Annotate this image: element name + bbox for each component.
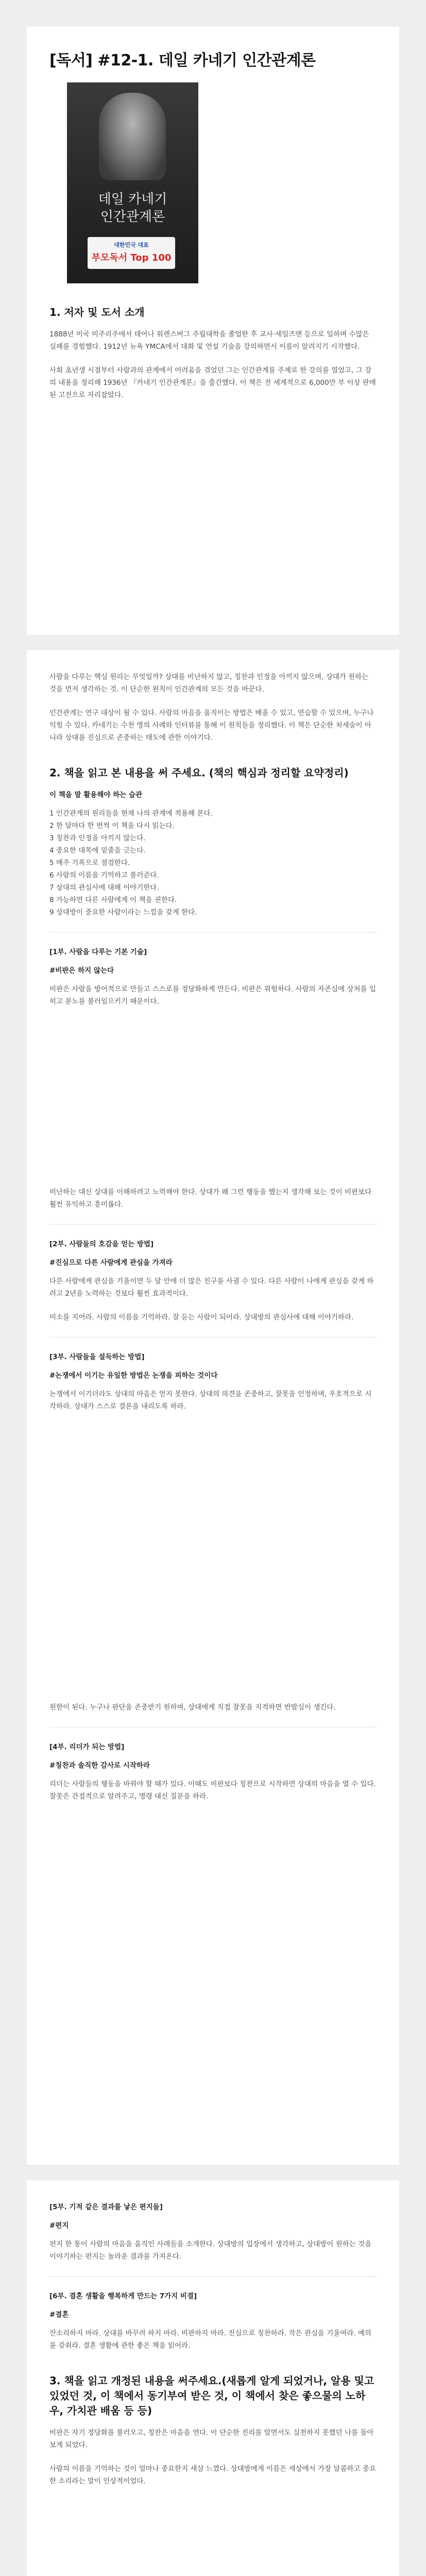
paragraph: 원한이 된다. 누구나 판단을 존중받기 원하며, 상대에게 직접 잘못을 지적하면 반발심이 생긴다. — [49, 1703, 336, 1711]
list-item: 3 칭찬과 인정을 아끼지 않는다. — [49, 834, 146, 842]
post-title: [독서] #12-1. 데일 카네기 인간관계론 — [49, 52, 316, 70]
paragraph: 1888년 미국 미주리주에서 태어나 워렌스버그 주립대학을 졸업한 후 교사·세일즈맨 등으로 일하며 수많은 실패를 경험했다. 1912년 뉴욕 YMCA에서 대화 및 연설 기술을 강의하면서 이름이 알려지기 시작했다. — [49, 330, 369, 351]
subheading: #진심으로 다른 사람에게 관심을 가져라 — [49, 1259, 173, 1267]
habit-list — [49, 807, 377, 919]
author-portrait — [99, 93, 166, 180]
subheading: #비판은 하지 않는다 — [49, 967, 114, 975]
content-card — [27, 1165, 399, 1681]
part-heading: [1부. 사람을 다루는 기본 기술] — [49, 948, 147, 956]
list-item: 4 중요한 대목에 밑줄을 긋는다. — [49, 846, 146, 855]
paragraph: 잔소리하지 마라. 상대를 바꾸려 하지 마라. 비판하지 마라. 진심으로 칭찬하라. 작은 관심을 기울여라. 예의를 갖춰라. 결혼 생활에 관한 좋은 책을 읽어라. — [49, 2329, 371, 2350]
content-card — [27, 2180, 399, 2576]
list-item: 1 인간관계의 원리들을 현재 나의 관계에 적용해 본다. — [49, 809, 213, 818]
paragraph: 비판은 자기 정당화를 불러오고, 칭찬은 마음을 연다. 이 단순한 진리를 알면서도 실천하지 못했던 나를 돌아보게 되었다. — [49, 2429, 374, 2449]
cover-badge: 대한민국 대표 부모독서 Top 100 — [88, 237, 175, 269]
paragraph: 다른 사람에게 관심을 기울이면 두 달 안에 더 많은 친구를 사귈 수 있다. 다른 사람이 나에게 관심을 갖게 하려고 2년을 노력하는 것보다 훨씬 효과적이다. — [49, 1277, 374, 1298]
subheading: #칭찬과 솔직한 감사로 시작하라 — [49, 1761, 150, 1770]
part-heading: [5부. 기적 같은 결과를 낳은 편지들] — [49, 2203, 163, 2211]
paragraph: 편지 한 통이 사람의 마음을 움직인 사례들을 소개한다. 상대방의 입장에서 생각하고, 상대방이 원하는 것을 이야기하는 편지는 놀라운 결과를 가져온다. — [49, 2240, 372, 2261]
content-card — [27, 1681, 399, 2165]
part-heading: [2부. 사람들의 호감을 얻는 방법] — [49, 1240, 154, 1248]
paragraph: 사람의 이름을 기억하는 것이 얼마나 중요한지 새삼 느꼈다. 상대방에게 이름은 세상에서 가장 달콤하고 중요한 소리라는 말이 인상적이었다. — [49, 2465, 376, 2485]
paragraph: 미소를 지어라. 사람의 이름을 기억하라. 잘 듣는 사람이 되어라. 상대방의 관심사에 대해 이야기하라. — [49, 1313, 354, 1321]
part-heading: [4부. 리더가 되는 방법] — [49, 1743, 125, 1751]
paragraph: 리더는 사람들의 행동을 바꿔야 할 때가 있다. 이때도 비판보다 칭찬으로 시작하면 상대의 마음을 열 수 있다. 잘못은 간접적으로 알려주고, 명령 대신 질문을 하라. — [49, 1780, 376, 1801]
paragraph: 사회 초년생 시절부터 사람과의 관계에서 어려움을 겪었던 그는 인간관계를 주제로 한 강의를 열었고, 그 강의 내용을 정리해 1936년 『카네기 인간관계론』을 출간했다. 이 책은 전 세계적으로 6,000만 부 이상 판매된 고전으로 자리잡았다. — [49, 366, 376, 399]
paragraph: 사람을 다루는 핵심 원리는 무엇일까? 상대를 비난하지 않고, 칭찬과 인정을 아끼지 않으며, 상대가 원하는 것을 먼저 생각하는 것. 이 단순한 원칙이 인간관계의 모든 것을 바꾼다. — [49, 673, 369, 693]
list-item: 9 상대방이 중요한 사람이라는 느낌을 갖게 한다. — [49, 908, 197, 917]
part-heading: [6부. 결혼 생활을 행복하게 만드는 7가지 비결] — [49, 2292, 197, 2300]
section-heading: 1. 저자 및 도서 소개 — [49, 306, 145, 318]
paragraph: 인간관계는 연구 대상이 될 수 있다. 사람의 마음을 움직이는 방법은 배울 수 있고, 연습할 수 있으며, 누구나 익힐 수 있다. 카네기는 수천 명의 사례와 인터뷰를 통해 이 원칙들을 정리했다. 이 책은 단순한 처세술이 아니라 상대를 진심으로 존중하는 태도에 관한 이야기다. — [49, 709, 374, 742]
paragraph: 비판은 사람을 방어적으로 만들고 스스로를 정당화하게 만든다. 비판은 위험하다. 사람의 자존심에 상처를 입히고 분노를 불러일으키기 때문이다. — [49, 985, 376, 1006]
subheading: #편지 — [49, 2222, 69, 2230]
intro-card — [27, 27, 399, 635]
part-heading: [3부. 사람들을 설득하는 방법] — [49, 1353, 145, 1361]
list-item: 7 상대의 관심사에 대해 이야기한다. — [49, 884, 159, 892]
list-item: 5 매주 기록으로 점검한다. — [49, 859, 130, 867]
divider — [49, 2276, 377, 2277]
subheading: #논쟁에서 이기는 유일한 방법은 논쟁을 피하는 것이다 — [49, 1371, 218, 1380]
list-item: 6 사람의 이름을 기억하고 불러준다. — [49, 871, 159, 879]
book-cover-image — [67, 82, 198, 283]
section-heading: 3. 책을 읽고 개정된 내용을 써주세요.(새롭게 알게 되었거나, 알용 및고 있었던 것, 이 책에서 동기부여 받은 것, 이 책에서 찾은 좋으물의 노하우, 가치관 배움 등 등) — [49, 2375, 374, 2417]
divider — [49, 932, 377, 933]
list-item: 2 한 달마다 한 번씩 이 책을 다시 읽는다. — [49, 822, 175, 830]
divider — [49, 1224, 377, 1225]
content-card — [27, 650, 399, 1165]
paragraph: 비난하는 대신 상대를 이해하려고 노력해야 한다. 상대가 왜 그런 행동을 했는지 생각해 보는 것이 비판보다 훨씬 유익하고 흥미롭다. — [49, 1188, 372, 1209]
subheading: 이 책을 말 활용해야 하는 습관 — [49, 791, 142, 799]
list-item: 8 가능하면 다른 사람에게 이 책을 권한다. — [49, 896, 177, 904]
cover-title: 데일 카네기 인간관계론 — [98, 192, 167, 225]
paragraph: 논쟁에서 이기더라도 상대의 마음은 얻지 못한다. 상대의 의견을 존중하고, 잘못을 인정하며, 우호적으로 시작하라. 상대가 스스로 결론을 내리도록 하라. — [49, 1390, 372, 1411]
section-heading: 2. 책을 읽고 본 내용을 써 주세요. (책의 핵심과 정리할 요약정리) — [49, 767, 349, 779]
subheading: #결혼 — [49, 2311, 69, 2319]
